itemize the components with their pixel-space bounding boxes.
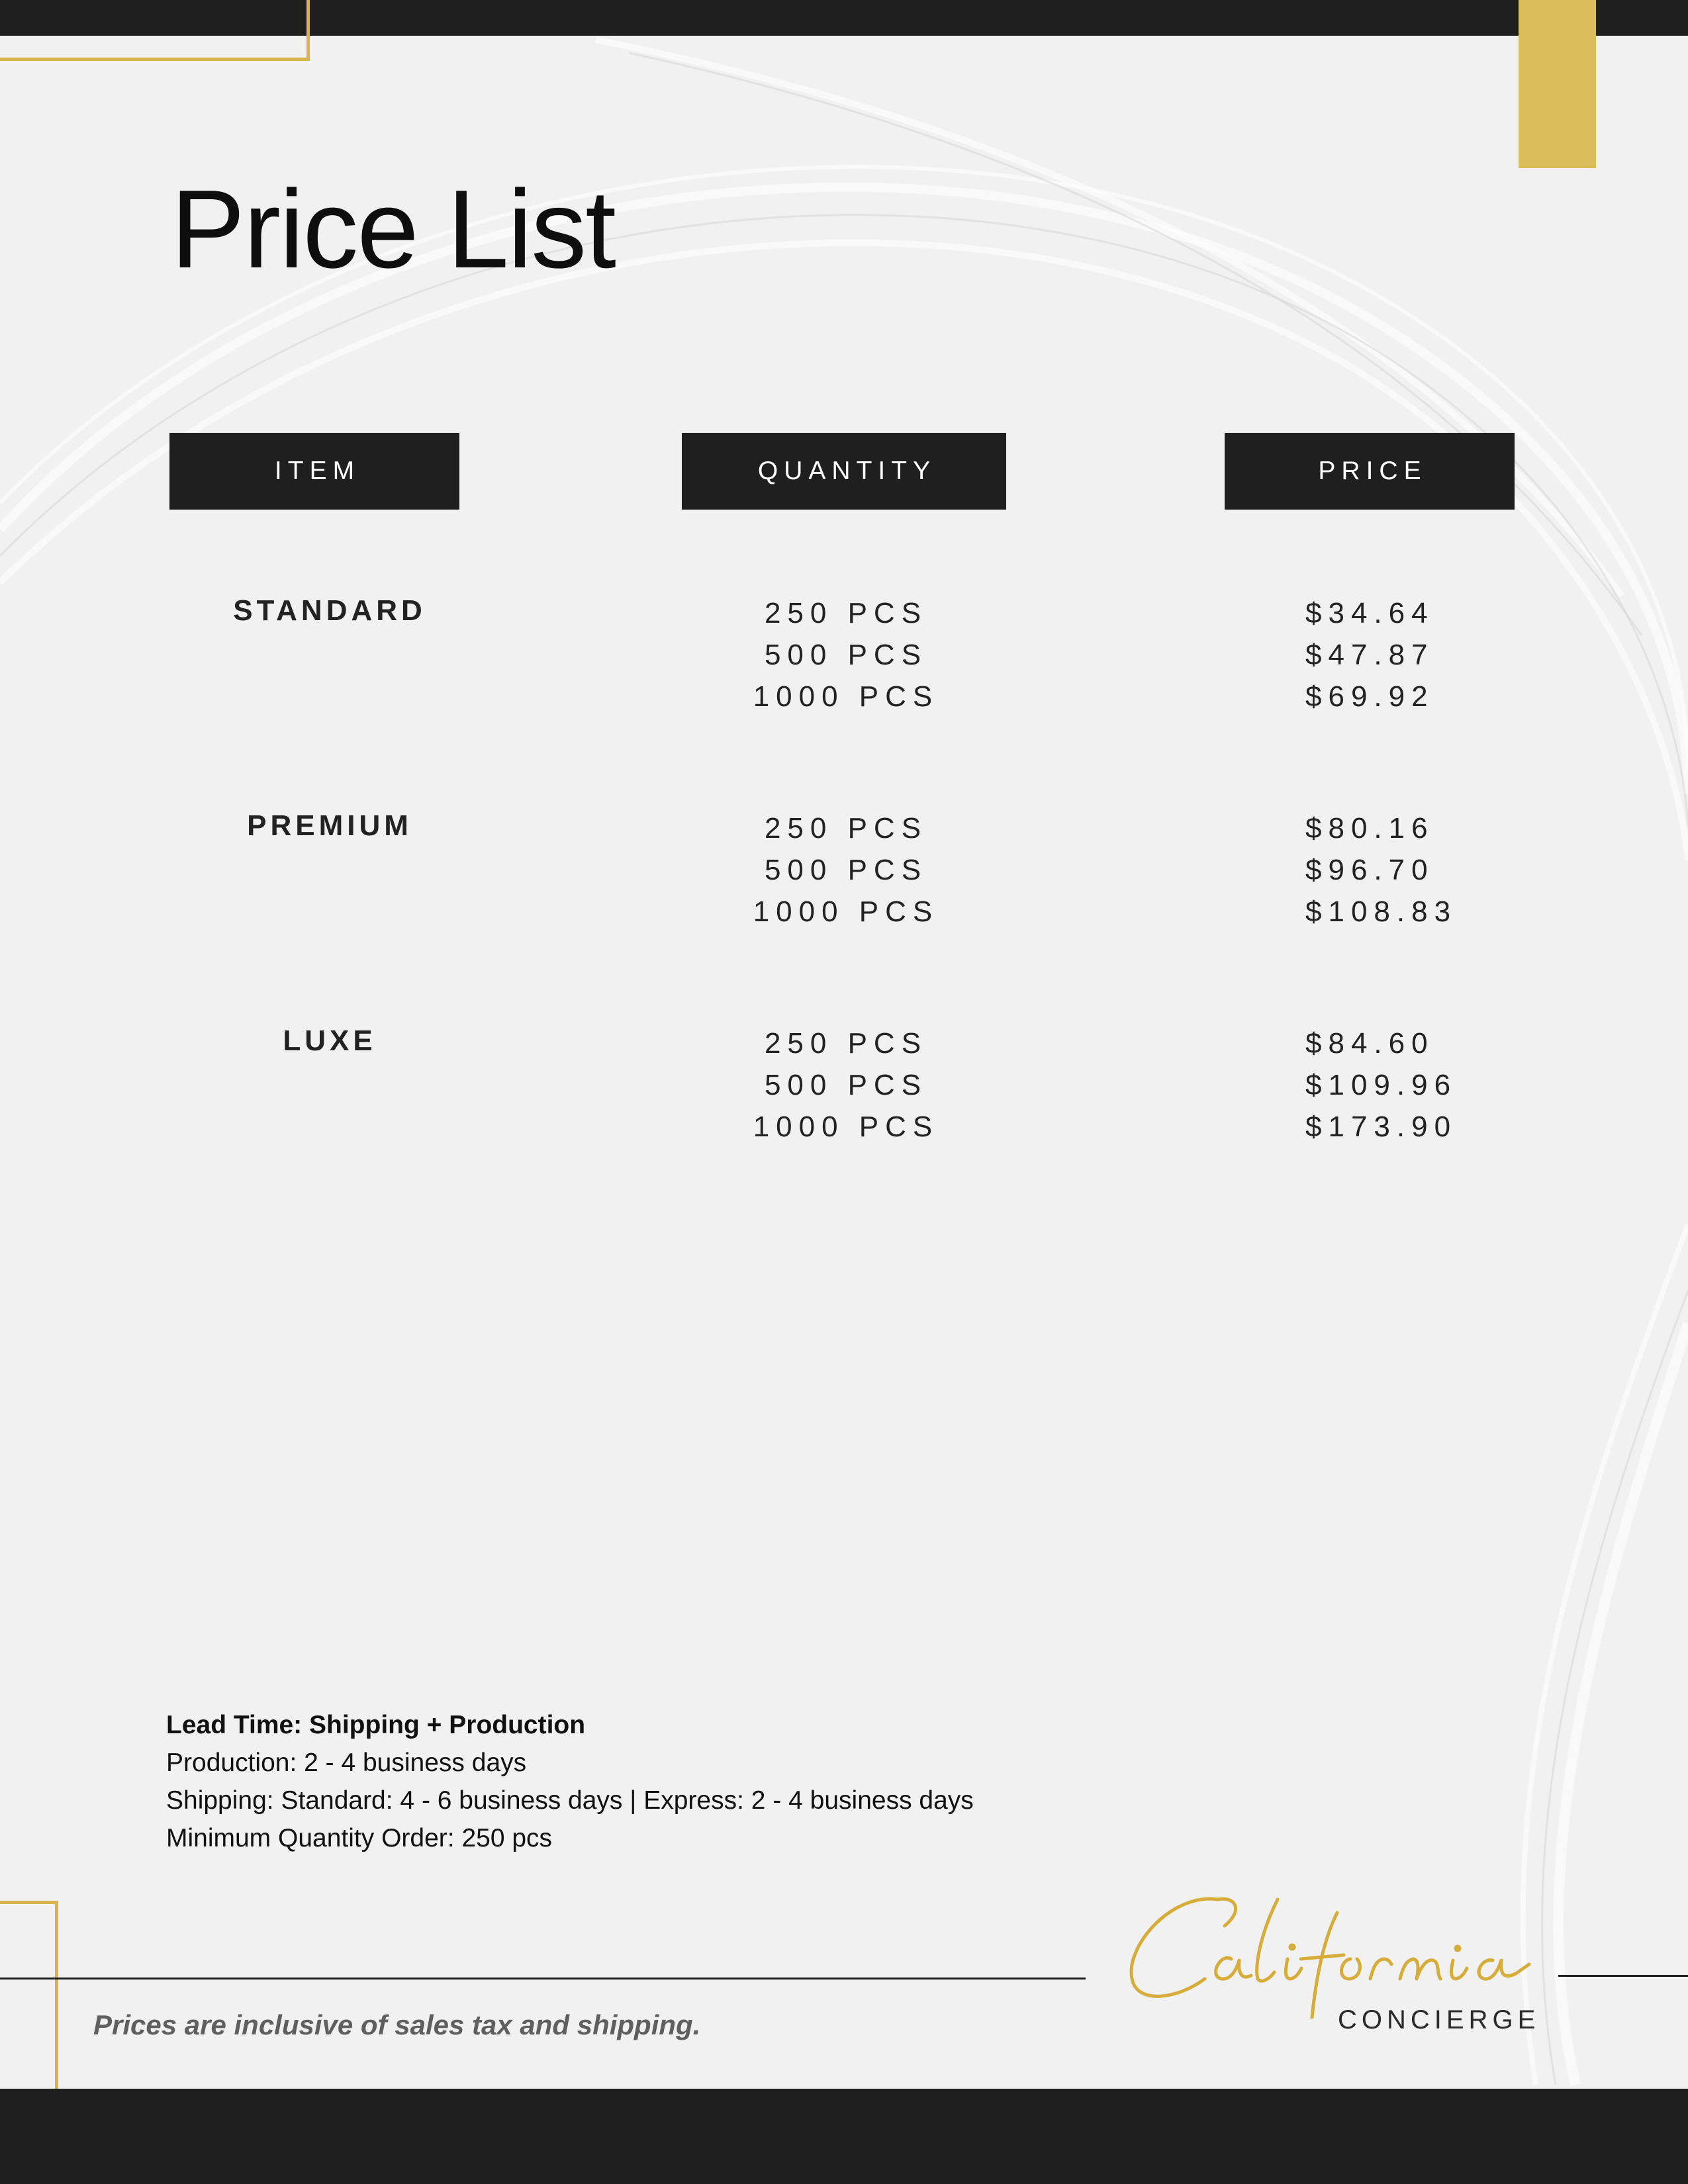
price-list-standard bbox=[1305, 592, 1434, 717]
footer-divider-left bbox=[0, 1978, 1086, 1979]
row-item-premium: PREMIUM bbox=[247, 809, 412, 842]
quantity-value: 250 PCS bbox=[764, 812, 928, 844]
header-quantity: QUANTITY bbox=[682, 433, 1006, 510]
shipping-note: Shipping: Standard: 4 - 6 business days | Express: 2 - 4 business days bbox=[166, 1786, 974, 1815]
price-value: $80.16 bbox=[1305, 812, 1434, 844]
row-item-luxe: LUXE bbox=[283, 1024, 377, 1057]
header-item: ITEM bbox=[169, 433, 459, 510]
price-value: $69.92 bbox=[1305, 680, 1434, 713]
price-value: $84.60 bbox=[1305, 1027, 1434, 1060]
logo-subtitle: CONCIERGE bbox=[1338, 2005, 1540, 2034]
price-value: $109.96 bbox=[1305, 1069, 1458, 1101]
price-value: $173.90 bbox=[1305, 1111, 1458, 1143]
bottom-bar bbox=[0, 2089, 1688, 2184]
footer-divider-right bbox=[1558, 1975, 1688, 1977]
price-list-premium bbox=[1305, 807, 1457, 933]
california-script-wordmark bbox=[1119, 1886, 1542, 2019]
quantity-list-standard bbox=[680, 592, 1011, 717]
quantity-list-luxe bbox=[680, 1023, 1011, 1148]
row-item-standard: STANDARD bbox=[233, 594, 426, 627]
price-list-luxe bbox=[1305, 1023, 1457, 1148]
price-value: $96.70 bbox=[1305, 854, 1434, 886]
quantity-value: 250 PCS bbox=[764, 1027, 928, 1060]
quantity-value: 500 PCS bbox=[764, 639, 928, 671]
quantity-value: 500 PCS bbox=[764, 1069, 928, 1101]
quantity-value: 1000 PCS bbox=[753, 895, 939, 928]
quantity-value: 500 PCS bbox=[764, 854, 928, 886]
price-disclaimer: Prices are inclusive of sales tax and shipping. bbox=[93, 2009, 701, 2040]
price-value: $47.87 bbox=[1305, 639, 1434, 671]
price-value: $34.64 bbox=[1305, 597, 1434, 629]
minimum-order-note: Minimum Quantity Order: 250 pcs bbox=[166, 1824, 553, 1852]
california-concierge-logo bbox=[1119, 1886, 1542, 2045]
lead-time-notes bbox=[166, 1706, 974, 1857]
header-price: PRICE bbox=[1225, 433, 1515, 510]
gold-corner-frame-top-left bbox=[0, 0, 310, 61]
gold-accent-block bbox=[1519, 0, 1596, 168]
price-value: $108.83 bbox=[1305, 895, 1458, 928]
production-note: Production: 2 - 4 business days bbox=[166, 1749, 527, 1777]
page-title: Price List bbox=[171, 167, 615, 291]
quantity-list-premium bbox=[680, 807, 1011, 933]
quantity-value: 1000 PCS bbox=[753, 680, 939, 713]
lead-time-heading: Lead Time: Shipping + Production bbox=[166, 1711, 586, 1739]
quantity-value: 1000 PCS bbox=[753, 1111, 939, 1143]
quantity-value: 250 PCS bbox=[764, 597, 928, 629]
